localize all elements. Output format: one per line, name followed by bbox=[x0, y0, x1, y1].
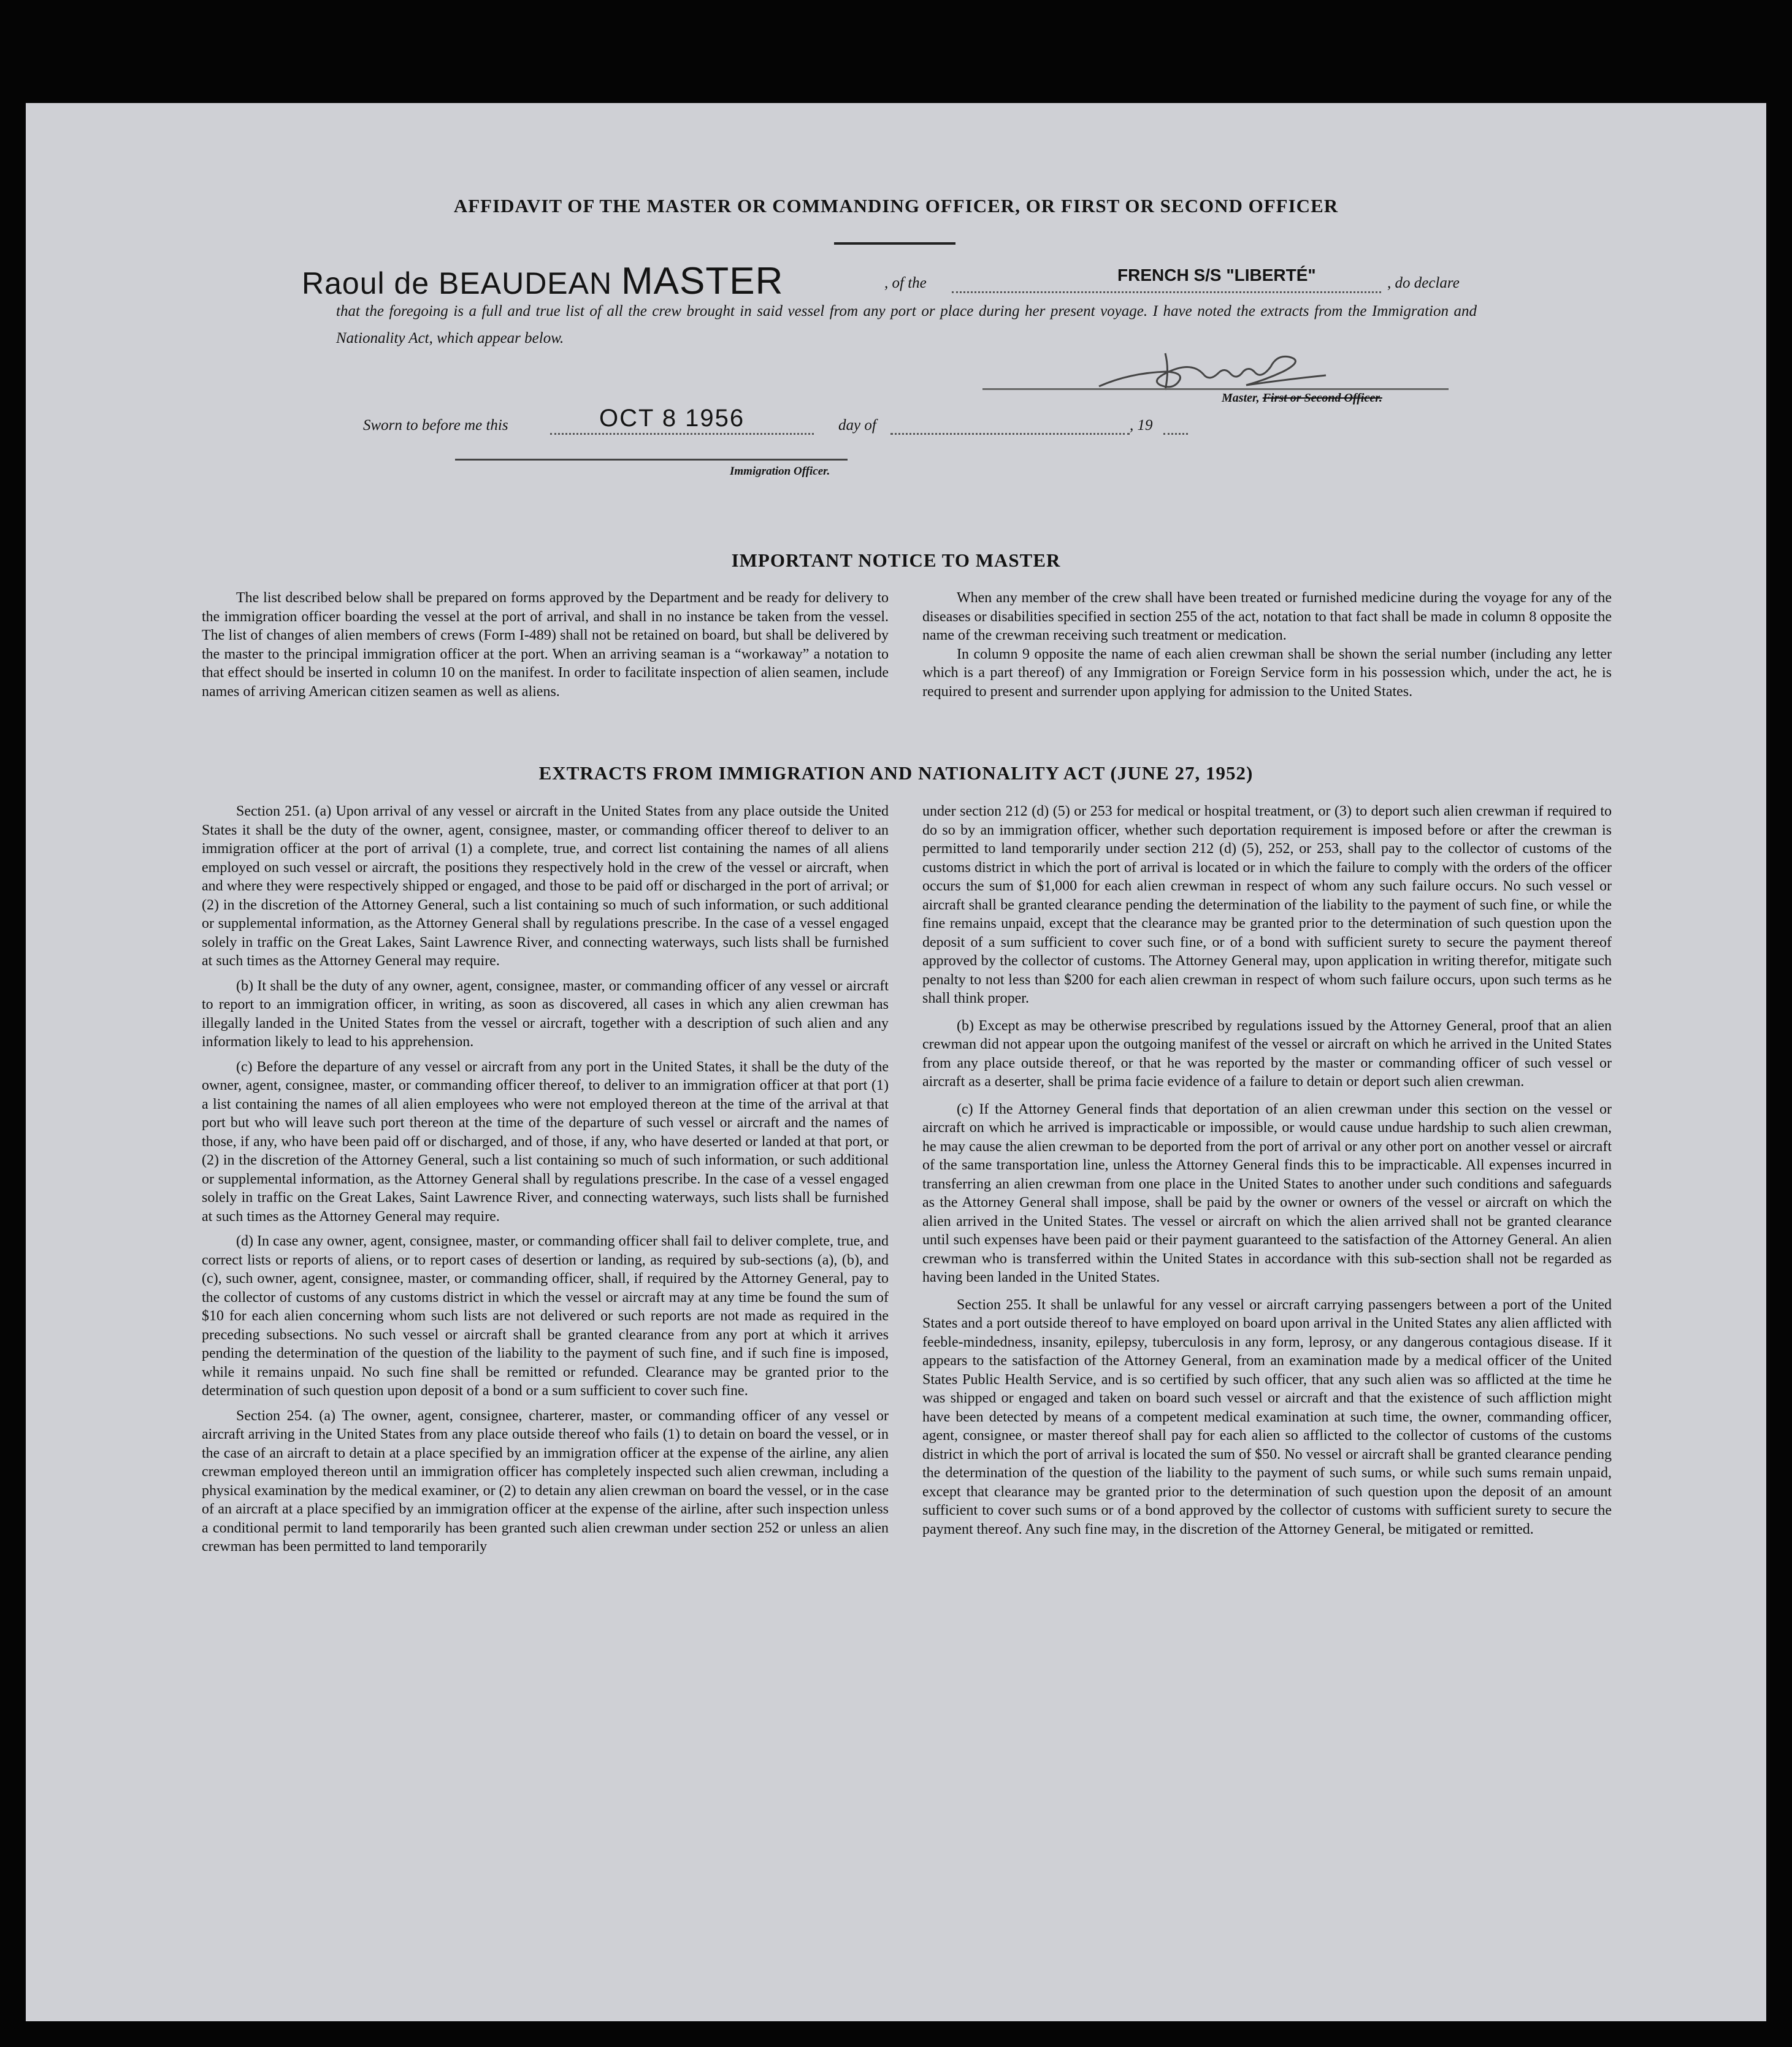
section-paragraph: (b) It shall be the duty of any owner, agent, consignee, master, or commanding officer of any vessel or aircraft to report to an immigration officer, in writing, as soon as discovered, all cases in which any alien crewman has illegally landed in the United States from the vessel or aircraft, together with a description of such alien and any information likely to lead to his apprehension. bbox=[202, 978, 889, 1050]
signature-line bbox=[982, 388, 1449, 390]
vessel-dotted-line bbox=[952, 291, 1381, 293]
struck-officer-role: First or Second Officer. bbox=[1262, 391, 1382, 405]
section-paragraph: Section 251. (a) Upon arrival of any vessel or aircraft in the United States from any place outside the United States it shall be the duty of the owner, agent, consignee, master, or commanding officer thereof to deliver to an immigration officer at the port of arrival (1) a complete, true, and correct list containing the names of all aliens employed on such vessel or aircraft, the positions they respectively hold in the crew of the vessel or aircraft, when and where they were respectively shipped or engaged, and those to be paid off or discharged in the port of arrival; or (2) in the discretion of the Attorney General, such a list containing so much of such information, or such additional or supplemental information, as the Attorney General shall by regulations prescribe. In the case of a vessel engaged solely in traffic on the Great Lakes, Saint Lawrence River, and connecting waterways, such lists shall be furnished at such times as the Attorney General may require. bbox=[202, 803, 889, 969]
do-declare-label: , do declare bbox=[1387, 275, 1460, 291]
master-name-text: Raoul de BEAUDEAN bbox=[302, 266, 613, 300]
section-paragraph: (c) Before the departure of any vessel or aircraft from any port in the United States, it shall be the duty of the owner, agent, consignee, master, or commanding officer thereof, to deliver to an immigration officer at that port (1) a list containing the names of all alien employees who were not employed thereon at the time of the arrival at that port but who will leave such port thereon at the time of the departure of such vessel or aircraft and the names of those, if any, who have been paid off or discharged, and of those, if any, who have deserted or landed at that port, or (2) in the discretion of the Attorney General, such a list containing so much of such information, or such additional or supplemental information, as the Attorney General shall by regulations prescribe. In the case of a vessel engaged solely in traffic on the Great Lakes, Saint Lawrence River, and connecting waterways, such lists shall be furnished at such times as the Attorney General may require. bbox=[202, 1058, 889, 1225]
of-the-label: , of the bbox=[884, 275, 927, 291]
declaration-statement: that the foregoing is a full and true list of all the crew brought in said vessel from any port or place during her present voyage. I have noted the extracts from the Immigration and Nationality Act, which appear below. bbox=[336, 303, 1477, 346]
document-sheet bbox=[26, 103, 1766, 2021]
notice-paragraph: When any member of the crew shall have been treated or furnished medicine during the voyage for any of the diseases or disabilities specified in section 255 of the act, notation to that fact shall be made in column 8 opposite the name of the crewman receiving such treatment or medication. bbox=[922, 590, 1612, 643]
sworn-prefix: Sworn to before me this bbox=[363, 417, 508, 434]
sworn-date-stamp: OCT 8 1956 bbox=[599, 405, 745, 432]
section-paragraph: (b) Except as may be otherwise prescribed by regulations issued by the Attorney General, proof that an alien crewman did not appear upon the outgoing manifest of the vessel or aircraft on which he arrived in the United States from any place outside thereof, or that he was reported by the master or commanding officer of such vessel or aircraft as a deserter, shall be prima facie evidence of a failure to detain or deport such alien crewman. bbox=[922, 1017, 1612, 1090]
master-name bbox=[302, 259, 783, 303]
notice-heading: IMPORTANT NOTICE TO MASTER bbox=[731, 549, 1061, 571]
master-role-prefix: Master, bbox=[1222, 391, 1263, 405]
extracts-heading: EXTRACTS FROM IMMIGRATION AND NATIONALITY ACT (JUNE 27, 1952) bbox=[538, 762, 1254, 784]
vessel-name: FRENCH S/S "LIBERTÉ" bbox=[1117, 266, 1316, 285]
notice-left-column bbox=[202, 589, 889, 701]
section-paragraph: Section 254. (a) The owner, agent, consignee, charterer, master, or commanding officer of any vessel or aircraft arriving in the United States from any place outside thereof who fails (1) to detain on board the vessel, or in the case of an aircraft to detain at a place specified by an immigration officer at the expense of the airline, any alien crewman employed thereon until an immigration officer has completely inspected such alien crewman, including a physical examination by the medical examiner, or (2) to detain any alien crewman on board the vessel, or in the case of an aircraft at a place specified by an immigration officer at the expense of the airline, after such inspection unless a conditional permit to land temporarily has been granted such alien crewman under section 252 or unless an alien crewman has been permitted to land temporarily bbox=[202, 1407, 889, 1555]
master-officer-label bbox=[1222, 391, 1382, 405]
day-of-label: day of bbox=[838, 417, 876, 434]
notice-paragraph: In column 9 opposite the name of each alien crewman shall be shown the serial number (including any letter which is a part thereof) of any Immigration or Foreign Service form in his possession which, under the act, he is required to present and surrender upon applying for admission to the United States. bbox=[922, 646, 1612, 700]
immigration-officer-label: Immigration Officer. bbox=[730, 465, 830, 478]
year-prefix: , 19 bbox=[1130, 417, 1153, 434]
extracts-right-column bbox=[922, 802, 1612, 1539]
section-paragraph: (c) If the Attorney General finds that deportation of an alien crewman under this section on the vessel or aircraft on which he arrived is impracticable or impossible, or would cause undue hardship to such alien crewman, he may cause the alien crewman to be deported from the port of arrival or any other port on another vessel or aircraft of the same transportation line, unless the Attorney General finds this to be impracticable. All expenses incurred in transferring an alien crewman from one place in the United States to another under such conditions and safeguards as the Attorney General shall impose, shall be paid by the owner or owners of the vessel or aircraft on which the alien arrived in the United States. The vessel or aircraft on which the alien arrived shall not be granted clearance until such expenses have been paid or their payment guaranteed to the satisfaction of the Attorney General. An alien crewman who is transferred within the United States in accordance with this sub-section shall not be regarded as having been landed in the United States. bbox=[922, 1101, 1612, 1285]
month-dotted-line bbox=[890, 433, 1130, 435]
officer-signature-line bbox=[455, 459, 848, 461]
title-divider bbox=[834, 242, 955, 245]
affidavit-title: AFFIDAVIT OF THE MASTER OR COMMANDING OFFICER, OR FIRST OR SECOND OFFICER bbox=[453, 195, 1339, 216]
sworn-line bbox=[363, 405, 1283, 446]
section-paragraph: (d) In case any owner, agent, consignee, master, or commanding officer shall fail to deliver complete, true, and correct lists or reports of aliens, or to report cases of desertion or landing, as required by sub-sections (a), (b), and (c), such owner, agent, consignee, master, or commanding officer, shall, if required by the Attorney General, pay to the collector of customs of any customs district in which the vessel or aircraft may at any time be found the sum of $10 for each alien concerning whom such lists are not delivered or such reports are not made as required in the preceding subsections. No such vessel or aircraft shall be granted clearance from any port at which it arrives pending the determination of the question of the liability to the payment of such fine, and if such fine is imposed, while it remains unpaid. No such fine shall be remitted or refunded. Clearance may be granted prior to the determination of such question upon deposit of a bond or a sum sufficient to cover such fine. bbox=[202, 1233, 889, 1399]
section-paragraph: Section 255. It shall be unlawful for any vessel or aircraft carrying passengers between a port of the United States and a port outside thereof to have employed on board upon arrival in the United States any alien afflicted with feeble-mindedness, insanity, epilepsy, tuberculosis in any form, leprosy, or any dangerous contagious disease. If it appears to the satisfaction of the Attorney General, from an examination made by a medical officer of the United States Public Health Service, and is so certified by such officer, that any such alien was so afflicted at the time he was shipped or engaged and taken on board such vessel or aircraft and that the existence of such affliction might have been detected by means of a competent medical examination at such time, the owner, commanding officer, agent, consignee, or master thereof shall pay for each alien so afflicted to the collector of customs of the customs district in which the port of arrival is located the sum of $50. No vessel or aircraft shall be granted clearance pending the determination of the question of the liability to the payment of such sums, or while such sums remain unpaid, except that clearance may be granted prior to the determination of such question upon the deposit of an amount sufficient to cover such sums or of a bond approved by the collector of customs with sufficient surety to secure the payment thereof. Any such fine may, in the discretion of the Attorney General, be mitigated or remitted. bbox=[922, 1296, 1612, 1537]
sworn-date-dotted-line bbox=[550, 433, 814, 435]
declaration-line bbox=[302, 259, 1528, 302]
notice-paragraph: The list described below shall be prepared on forms approved by the Department and be ready for delivery to the immigration officer boarding the vessel at the port of arrival, and shall in no instance be taken from the vessel. The list of changes of alien members of crews (Form I-489) shall not be retained on board, but shall be delivered by the master to the principal immigration officer at the port. When an arriving seaman is a “workaway” a notation to that effect should be inserted in column 10 on the manifest. In order to facilitate inspection of alien seamen, include names of arriving American citizen seamen as well as aliens. bbox=[202, 590, 889, 700]
extracts-left-column bbox=[202, 802, 889, 1556]
year-dotted-line bbox=[1163, 433, 1188, 435]
master-title-text: MASTER bbox=[621, 260, 784, 302]
section-paragraph-continued: under section 212 (d) (5) or 253 for medical or hospital treatment, or (3) to deport such alien crewman if required to do so by an immigration officer, whether such deportation requirement is imposed before or after the crewman is permitted to land temporarily under section 212 (d) (5), 252, or 253, shall pay to the collector of customs of the customs district in which the port of arrival is located or in which the failure to comply with the orders of the officer occurs the sum of $1,000 for each alien crewman in respect of whom any such failure occurs. No such vessel or aircraft shall be granted clearance pending the determination of the liability to the payment of such fine, or while the fine remains unpaid, except that the clearance may be granted prior to the determination of such question upon the deposit of a sum sufficient to cover such fine, or of a bond with sufficient surety to secure the payment thereof approved by the collector of customs. The Attorney General may, upon application in writing therefor, mitigate such penalty to not less than $200 for each alien crewman in respect of whom such failure occurs, upon such terms as he shall think proper. bbox=[922, 803, 1612, 1006]
notice-right-column bbox=[922, 589, 1612, 701]
